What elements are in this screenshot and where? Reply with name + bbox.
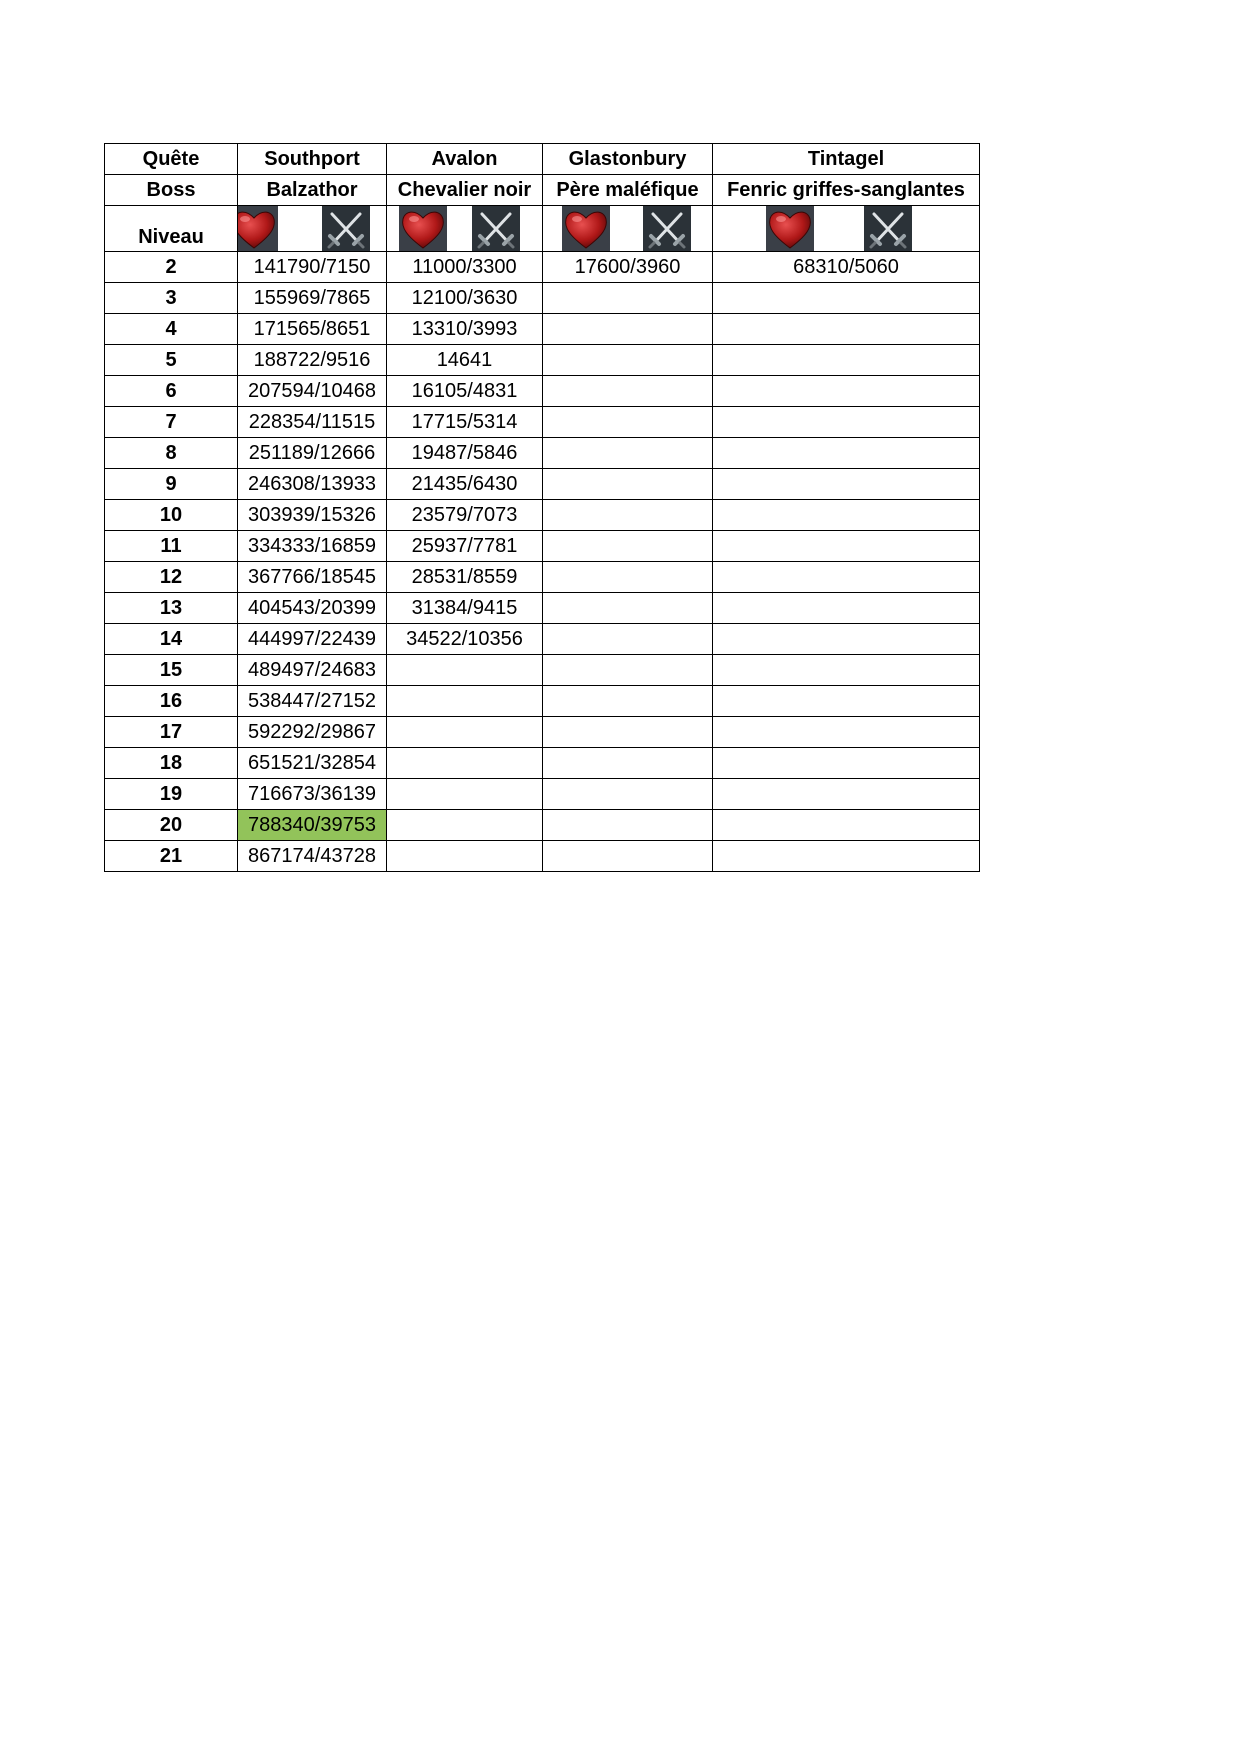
value-cell	[713, 376, 980, 407]
quest-label: Quête	[105, 144, 238, 175]
value-cell: 17715/5314	[387, 407, 543, 438]
value-cell	[713, 810, 980, 841]
quest-name-southport: Southport	[238, 144, 387, 175]
level-cell: 4	[105, 314, 238, 345]
value-cell	[543, 593, 713, 624]
value-cell	[543, 438, 713, 469]
value-cell	[713, 407, 980, 438]
crossed-swords-icon	[472, 206, 520, 252]
value-cell	[543, 531, 713, 562]
level-cell: 10	[105, 500, 238, 531]
value-cell	[543, 407, 713, 438]
crossed-swords-icon	[864, 206, 912, 252]
table-row	[105, 748, 980, 779]
value-cell	[713, 748, 980, 779]
value-cell: 867174/43728	[238, 841, 387, 872]
value-cell	[387, 655, 543, 686]
value-cell	[713, 438, 980, 469]
value-cell	[543, 469, 713, 500]
quest-name-tintagel: Tintagel	[713, 144, 980, 175]
boss-name-fenric: Fenric griffes-sanglantes	[713, 175, 980, 206]
table-row	[105, 469, 980, 500]
table-row	[105, 717, 980, 748]
value-cell: 188722/9516	[238, 345, 387, 376]
value-cell	[713, 779, 980, 810]
level-cell: 3	[105, 283, 238, 314]
value-cell	[713, 345, 980, 376]
value-cell	[387, 748, 543, 779]
table-row	[105, 841, 980, 872]
quest-name-glastonbury: Glastonbury	[543, 144, 713, 175]
icons-cell-tintagel	[713, 206, 980, 252]
level-cell: 14	[105, 624, 238, 655]
value-cell: 13310/3993	[387, 314, 543, 345]
level-cell: 7	[105, 407, 238, 438]
value-cell: 34522/10356	[387, 624, 543, 655]
value-cell	[543, 376, 713, 407]
level-cell: 20	[105, 810, 238, 841]
value-cell	[713, 531, 980, 562]
value-cell: 444997/22439	[238, 624, 387, 655]
value-cell	[713, 500, 980, 531]
level-cell: 9	[105, 469, 238, 500]
table-row	[105, 624, 980, 655]
value-cell	[543, 779, 713, 810]
boss-name-chevalier-noir: Chevalier noir	[387, 175, 543, 206]
value-cell: 28531/8559	[387, 562, 543, 593]
level-cell: 2	[105, 252, 238, 283]
level-cell: 12	[105, 562, 238, 593]
value-cell: 788340/39753	[238, 810, 387, 841]
value-cell	[387, 779, 543, 810]
value-cell: 651521/32854	[238, 748, 387, 779]
value-cell	[387, 717, 543, 748]
table-row	[105, 314, 980, 345]
value-cell	[713, 686, 980, 717]
value-cell: 155969/7865	[238, 283, 387, 314]
value-cell: 141790/7150	[238, 252, 387, 283]
crossed-swords-icon	[643, 206, 691, 252]
quest-name-avalon: Avalon	[387, 144, 543, 175]
table-row	[105, 283, 980, 314]
value-cell	[713, 283, 980, 314]
level-cell: 8	[105, 438, 238, 469]
boss-header-row	[105, 175, 980, 206]
value-cell: 367766/18545	[238, 562, 387, 593]
icon-header-row	[105, 206, 980, 252]
boss-label: Boss	[105, 175, 238, 206]
level-cell: 11	[105, 531, 238, 562]
level-cell: 18	[105, 748, 238, 779]
level-cell: 15	[105, 655, 238, 686]
table-row	[105, 562, 980, 593]
boss-name-pere-malefique: Père maléfique	[543, 175, 713, 206]
value-cell	[543, 283, 713, 314]
value-cell: 25937/7781	[387, 531, 543, 562]
value-cell	[543, 345, 713, 376]
level-cell: 17	[105, 717, 238, 748]
table-row	[105, 686, 980, 717]
value-cell: 12100/3630	[387, 283, 543, 314]
level-cell: 19	[105, 779, 238, 810]
value-cell	[713, 562, 980, 593]
value-cell: 538447/27152	[238, 686, 387, 717]
boss-name-balzathor: Balzathor	[238, 175, 387, 206]
value-cell	[387, 810, 543, 841]
value-cell: 68310/5060	[713, 252, 980, 283]
table-row	[105, 345, 980, 376]
table-row	[105, 593, 980, 624]
value-cell	[543, 314, 713, 345]
table-row	[105, 376, 980, 407]
value-cell: 207594/10468	[238, 376, 387, 407]
value-cell	[713, 469, 980, 500]
value-cell: 246308/13933	[238, 469, 387, 500]
quest-header-row	[105, 144, 980, 175]
table-row	[105, 500, 980, 531]
value-cell	[713, 841, 980, 872]
value-cell: 228354/11515	[238, 407, 387, 438]
value-cell: 716673/36139	[238, 779, 387, 810]
table-row	[105, 810, 980, 841]
value-cell: 31384/9415	[387, 593, 543, 624]
icons-cell-avalon	[387, 206, 543, 252]
heart-icon	[766, 206, 814, 252]
level-cell: 13	[105, 593, 238, 624]
value-cell	[543, 841, 713, 872]
niveau-label: Niveau	[138, 226, 204, 248]
boss-stats-table	[104, 143, 980, 872]
table-row	[105, 252, 980, 283]
level-cell: 21	[105, 841, 238, 872]
value-cell	[387, 841, 543, 872]
value-cell	[543, 810, 713, 841]
value-cell: 404543/20399	[238, 593, 387, 624]
value-cell: 19487/5846	[387, 438, 543, 469]
value-cell: 23579/7073	[387, 500, 543, 531]
value-cell: 21435/6430	[387, 469, 543, 500]
value-cell: 17600/3960	[543, 252, 713, 283]
table-row	[105, 438, 980, 469]
value-cell: 171565/8651	[238, 314, 387, 345]
icons-cell-southport	[238, 206, 387, 252]
value-cell	[543, 562, 713, 593]
table-row	[105, 407, 980, 438]
value-cell	[543, 748, 713, 779]
icons-cell-glastonbury	[543, 206, 713, 252]
value-cell	[543, 686, 713, 717]
value-cell	[543, 624, 713, 655]
level-cell: 6	[105, 376, 238, 407]
value-cell	[713, 593, 980, 624]
value-cell	[543, 717, 713, 748]
value-cell: 334333/16859	[238, 531, 387, 562]
value-cell	[713, 314, 980, 345]
heart-icon	[238, 206, 279, 252]
value-cell	[543, 655, 713, 686]
value-cell: 16105/4831	[387, 376, 543, 407]
value-cell: 592292/29867	[238, 717, 387, 748]
level-cell: 16	[105, 686, 238, 717]
niveau-cell	[105, 206, 238, 252]
value-cell	[713, 655, 980, 686]
level-cell: 5	[105, 345, 238, 376]
value-cell	[387, 686, 543, 717]
value-cell: 14641	[387, 345, 543, 376]
crossed-swords-icon	[322, 206, 370, 252]
value-cell: 489497/24683	[238, 655, 387, 686]
value-cell	[713, 624, 980, 655]
value-cell: 251189/12666	[238, 438, 387, 469]
value-cell: 303939/15326	[238, 500, 387, 531]
table-row	[105, 531, 980, 562]
value-cell	[713, 717, 980, 748]
table-row	[105, 655, 980, 686]
value-cell	[543, 500, 713, 531]
heart-icon	[562, 206, 610, 252]
heart-icon	[399, 206, 447, 252]
value-cell: 11000/3300	[387, 252, 543, 283]
table-row	[105, 779, 980, 810]
